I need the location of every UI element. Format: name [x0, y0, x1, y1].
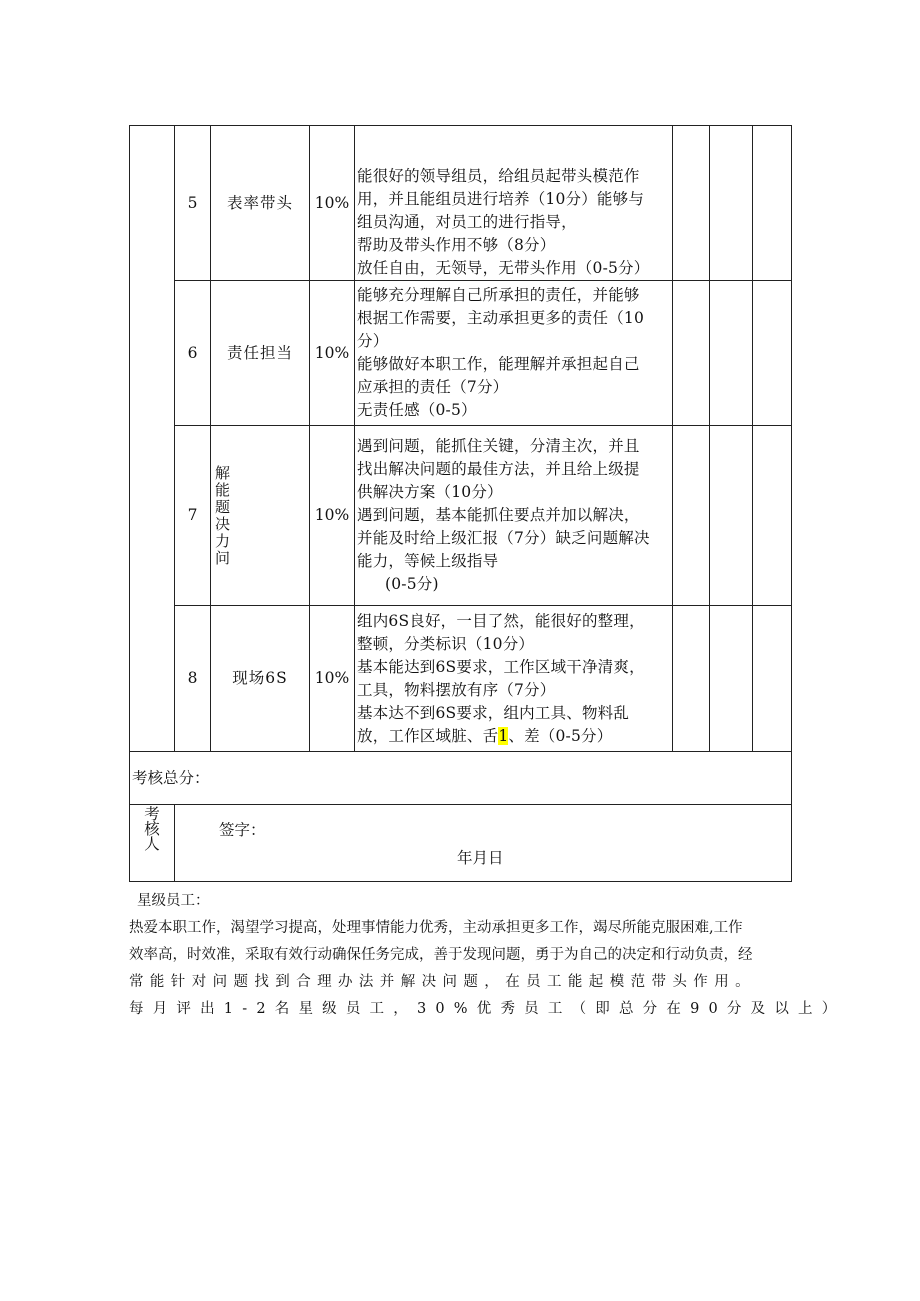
criteria-line: 根据工作需要，主动承担更多的责任（10 [357, 309, 645, 327]
criteria-line: 供解决方案（10分） [357, 483, 503, 501]
reviewer-label-cell [130, 805, 175, 882]
item-weight: 10% [310, 126, 355, 281]
star-employee-notes [129, 888, 846, 1023]
score-cell[interactable] [673, 606, 710, 752]
criteria-line: (0-5分) [385, 575, 439, 593]
criteria-line: 应承担的责任（7分） [357, 378, 509, 396]
criteria-line: 用，并且能组员进行培养（10分）能够与 [357, 190, 645, 208]
criteria-line: 无责任感（0-5） [357, 401, 477, 419]
score-cell[interactable] [673, 126, 710, 281]
reviewer-row [130, 805, 792, 882]
score-cell[interactable] [753, 126, 792, 281]
criteria-line: 能力，等候上级指导 [357, 552, 499, 570]
table-row [130, 426, 792, 606]
reviewer-label: 考 核 人 [144, 805, 160, 853]
signature-label: 签字： [219, 821, 266, 839]
highlighted-text: 1 [498, 726, 509, 745]
criteria-line: 组内6S良好，一目了然，能很好的整理， [357, 611, 645, 630]
score-cell[interactable] [710, 126, 753, 281]
item-name: 表率带头 [211, 126, 310, 281]
item-criteria [355, 126, 673, 281]
criteria-line: 基本能达到6S要求，工作区域干净清爽， [357, 657, 645, 676]
item-number: 5 [175, 126, 211, 281]
date-label: 年月日 [457, 849, 504, 867]
notes-line: 每月评出1-2名星级员工，30%优秀员工（即总分在90分及以上） [129, 1001, 846, 1017]
table-row [130, 126, 792, 281]
criteria-line: 能够做好本职工作，能理解并承担起自己 [357, 355, 640, 373]
criteria-line: 帮助及带头作用不够（8分） [357, 236, 556, 254]
criteria-line: 找出解决问题的最佳方法，并且给上级提 [357, 460, 640, 478]
score-cell[interactable] [710, 606, 753, 752]
notes-line: 常能针对问题找到合理办法并解决问题，在员工能起模范带头作用。 [129, 974, 756, 990]
item-criteria [355, 281, 673, 426]
score-cell[interactable] [753, 281, 792, 426]
item-weight: 10% [310, 281, 355, 426]
score-cell[interactable] [673, 426, 710, 606]
item-name-vertical: 解 能 题 决 力 问 [215, 463, 231, 567]
notes-line: 效率高，时效准，采取有效行动确保任务完成，善于发现问题，勇于为自己的决定和行动负责，经 [129, 947, 753, 963]
item-name: 责任担当 [211, 281, 310, 426]
criteria-line: 并能及时给上级汇报（7分）缺乏问题解决 [357, 529, 650, 547]
criteria-line: 整顿，分类标识（10分） [357, 634, 535, 653]
criteria-line: 工具，物料摆放有序（7分） [357, 680, 556, 699]
table-row [130, 281, 792, 426]
notes-title: 星级员工： [137, 893, 210, 909]
score-cell[interactable] [753, 606, 792, 752]
score-cell[interactable] [710, 281, 753, 426]
table-row [130, 606, 792, 752]
notes-line: 热爱本职工作，渴望学习提高，处理事情能力优秀，主动承担更多工作，竭尽所能克服困难,工作 [129, 920, 743, 936]
item-weight: 10% [310, 426, 355, 606]
item-number: 6 [175, 281, 211, 426]
category-cell [130, 126, 175, 752]
criteria-line: 遇到问题，基本能抓住要点并加以解决， [357, 506, 640, 524]
criteria-line: 能很好的领导组员，给组员起带头模范作 [357, 167, 640, 185]
criteria-line: 分） [357, 332, 389, 350]
evaluation-table [129, 125, 792, 882]
signature-cell[interactable] [175, 805, 792, 882]
criteria-line: 遇到问题，能抓住关键，分清主次，并且 [357, 437, 640, 455]
criteria-line: 组员沟通，对员工的进行指导， [357, 213, 577, 231]
score-cell[interactable] [710, 426, 753, 606]
total-score-row [130, 752, 792, 805]
criteria-line: 能够充分理解自己所承担的责任，并能够 [357, 286, 640, 304]
score-cell[interactable] [753, 426, 792, 606]
item-name: 现场6S [211, 606, 310, 752]
criteria-line: 放任自由，无领导，无带头作用（0-5分） [357, 259, 650, 277]
item-number: 7 [175, 426, 211, 606]
total-score-label[interactable]: 考核总分： [130, 752, 792, 805]
score-cell[interactable] [673, 281, 710, 426]
item-name [211, 426, 310, 606]
item-criteria [355, 426, 673, 606]
item-weight: 10% [310, 606, 355, 752]
item-criteria [355, 606, 673, 752]
criteria-line: 基本达不到6S要求，组内工具、物料乱 [357, 703, 630, 722]
criteria-line: 放，工作区域脏、舌1、差（0-5分） [357, 726, 613, 745]
item-number: 8 [175, 606, 211, 752]
